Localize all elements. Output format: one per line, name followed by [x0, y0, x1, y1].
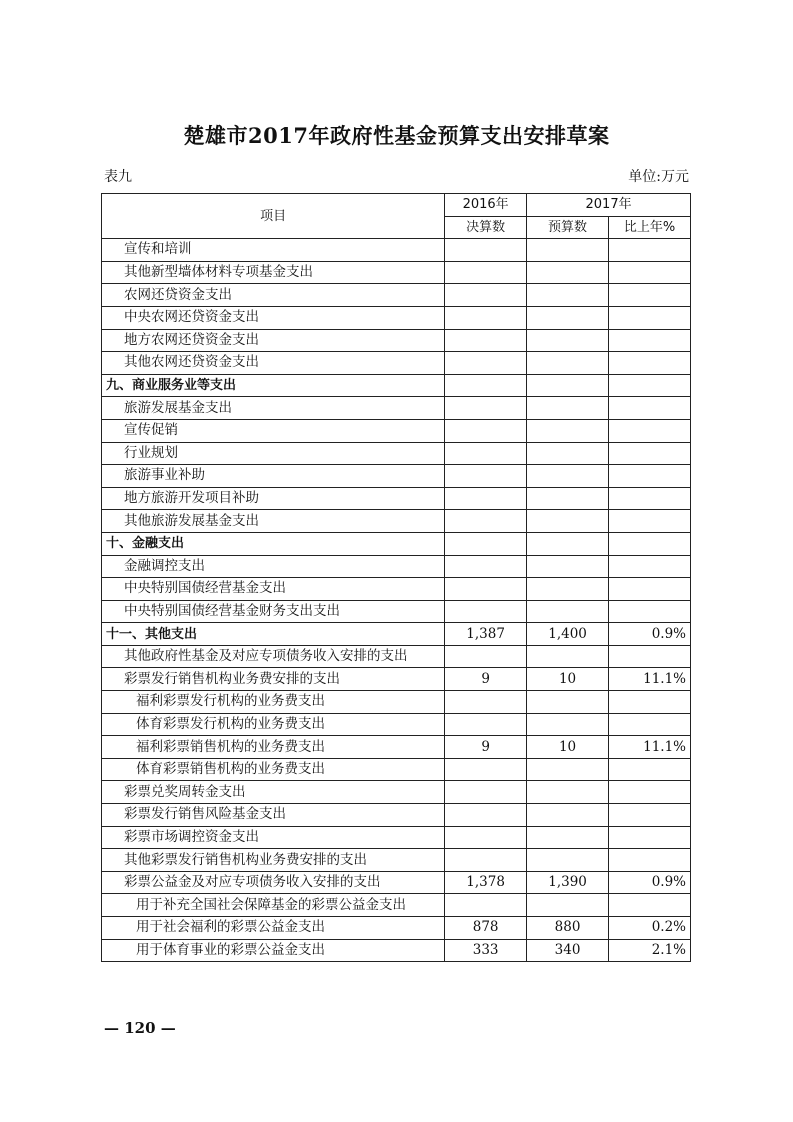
row-name: 中央特别国债经营基金支出: [102, 578, 445, 601]
cell-yoy: [609, 578, 691, 601]
document-title: 楚雄市2017年政府性基金预算支出安排草案: [183, 123, 610, 148]
cell-final-2016: [445, 442, 527, 465]
cell-budget-2017: 10: [527, 736, 609, 759]
cell-budget-2017: [527, 578, 609, 601]
cell-budget-2017: [527, 465, 609, 488]
table-header-row: [102, 194, 691, 217]
table-row: [102, 578, 691, 601]
cell-final-2016: [445, 555, 527, 578]
cell-final-2016: [445, 691, 527, 714]
cell-budget-2017: [527, 510, 609, 533]
cell-final-2016: [445, 849, 527, 872]
row-name: 体育彩票发行机构的业务费支出: [102, 713, 445, 736]
cell-yoy: [609, 645, 691, 668]
table-row: [102, 645, 691, 668]
table-row: [102, 939, 691, 962]
cell-budget-2017: [527, 487, 609, 510]
row-name: 体育彩票销售机构的业务费支出: [102, 758, 445, 781]
header-yoy: 比上年%: [609, 216, 691, 239]
cell-final-2016: [445, 600, 527, 623]
cell-budget-2017: [527, 352, 609, 375]
cell-yoy: 2.1%: [609, 939, 691, 962]
cell-yoy: [609, 781, 691, 804]
cell-yoy: [609, 758, 691, 781]
table-row: [102, 374, 691, 397]
cell-final-2016: [445, 510, 527, 533]
cell-budget-2017: [527, 894, 609, 917]
cell-yoy: 11.1%: [609, 668, 691, 691]
table-row: [102, 329, 691, 352]
table-row: [102, 600, 691, 623]
cell-budget-2017: 1,400: [527, 623, 609, 646]
cell-yoy: 0.2%: [609, 917, 691, 940]
cell-budget-2017: [527, 691, 609, 714]
cell-budget-2017: [527, 306, 609, 329]
cell-budget-2017: [527, 261, 609, 284]
table-row: [102, 713, 691, 736]
header-final-2016: 决算数: [445, 216, 527, 239]
row-name: 彩票公益金及对应专项债务收入安排的支出: [102, 871, 445, 894]
cell-budget-2017: [527, 419, 609, 442]
row-name: 宣传和培训: [102, 239, 445, 262]
cell-yoy: [609, 555, 691, 578]
cell-yoy: 11.1%: [609, 736, 691, 759]
table-row: [102, 487, 691, 510]
cell-yoy: [609, 804, 691, 827]
row-name: 九、商业服务业等支出: [102, 374, 445, 397]
cell-yoy: [609, 691, 691, 714]
cell-final-2016: [445, 578, 527, 601]
cell-yoy: [609, 826, 691, 849]
header-budget-2017: 预算数: [527, 216, 609, 239]
cell-yoy: [609, 713, 691, 736]
cell-yoy: [609, 849, 691, 872]
page-number: — 120 —: [104, 1019, 176, 1037]
table-row: [102, 465, 691, 488]
row-name: 十、金融支出: [102, 532, 445, 555]
cell-yoy: [609, 239, 691, 262]
table-row: [102, 826, 691, 849]
cell-yoy: [609, 894, 691, 917]
cell-yoy: [609, 284, 691, 307]
table-row: [102, 239, 691, 262]
cell-yoy: [609, 532, 691, 555]
table-body: [102, 239, 691, 962]
row-name: 十一、其他支出: [102, 623, 445, 646]
cell-yoy: [609, 352, 691, 375]
row-name: 其他新型墙体材料专项基金支出: [102, 261, 445, 284]
row-name: 福利彩票销售机构的业务费支出: [102, 736, 445, 759]
cell-yoy: 0.9%: [609, 871, 691, 894]
table-row: [102, 871, 691, 894]
cell-budget-2017: [527, 555, 609, 578]
cell-final-2016: 1,378: [445, 871, 527, 894]
table-row: [102, 781, 691, 804]
cell-yoy: [609, 397, 691, 420]
table-row: [102, 623, 691, 646]
row-name: 其他彩票发行销售机构业务费安排的支出: [102, 849, 445, 872]
header-year-2016: 2016年: [445, 194, 527, 217]
cell-yoy: [609, 419, 691, 442]
table-row: [102, 442, 691, 465]
cell-final-2016: 9: [445, 736, 527, 759]
row-name: 宣传促销: [102, 419, 445, 442]
cell-budget-2017: [527, 758, 609, 781]
table-row: [102, 917, 691, 940]
row-name: 农网还贷资金支出: [102, 284, 445, 307]
cell-budget-2017: [527, 645, 609, 668]
cell-budget-2017: [527, 329, 609, 352]
row-name: 中央农网还贷资金支出: [102, 306, 445, 329]
budget-table: [101, 193, 691, 962]
cell-yoy: [609, 487, 691, 510]
cell-budget-2017: [527, 781, 609, 804]
cell-final-2016: [445, 419, 527, 442]
row-name: 地方农网还贷资金支出: [102, 329, 445, 352]
cell-budget-2017: [527, 442, 609, 465]
cell-budget-2017: [527, 600, 609, 623]
table-row: [102, 419, 691, 442]
table-row: [102, 758, 691, 781]
row-name: 金融调控支出: [102, 555, 445, 578]
cell-yoy: 0.9%: [609, 623, 691, 646]
cell-final-2016: 333: [445, 939, 527, 962]
cell-final-2016: [445, 284, 527, 307]
row-name: 彩票发行销售机构业务费安排的支出: [102, 668, 445, 691]
table-row: [102, 306, 691, 329]
table-row: [102, 691, 691, 714]
cell-budget-2017: 880: [527, 917, 609, 940]
cell-yoy: [609, 465, 691, 488]
cell-final-2016: [445, 781, 527, 804]
cell-final-2016: [445, 804, 527, 827]
cell-budget-2017: [527, 804, 609, 827]
table-row: [102, 804, 691, 827]
table-row: [102, 555, 691, 578]
row-name: 地方旅游开发项目补助: [102, 487, 445, 510]
row-name: 旅游事业补助: [102, 465, 445, 488]
cell-final-2016: [445, 487, 527, 510]
cell-final-2016: [445, 239, 527, 262]
row-name: 用于体育事业的彩票公益金支出: [102, 939, 445, 962]
cell-final-2016: 9: [445, 668, 527, 691]
cell-budget-2017: [527, 532, 609, 555]
header-item: 项目: [102, 194, 445, 239]
cell-yoy: [609, 261, 691, 284]
row-name: 行业规划: [102, 442, 445, 465]
cell-final-2016: [445, 261, 527, 284]
row-name: 中央特别国债经营基金财务支出支出: [102, 600, 445, 623]
row-name: 用于补充全国社会保障基金的彩票公益金支出: [102, 894, 445, 917]
cell-final-2016: [445, 374, 527, 397]
cell-budget-2017: [527, 713, 609, 736]
cell-final-2016: 878: [445, 917, 527, 940]
cell-final-2016: 1,387: [445, 623, 527, 646]
table-row: [102, 397, 691, 420]
row-name: 彩票兑奖周转金支出: [102, 781, 445, 804]
row-name: 旅游发展基金支出: [102, 397, 445, 420]
table-number: 表九: [104, 169, 132, 185]
unit-label: 单位:万元: [628, 169, 689, 185]
table-row: [102, 849, 691, 872]
cell-final-2016: [445, 713, 527, 736]
cell-budget-2017: 340: [527, 939, 609, 962]
cell-final-2016: [445, 465, 527, 488]
cell-budget-2017: [527, 374, 609, 397]
cell-yoy: [609, 306, 691, 329]
cell-final-2016: [445, 329, 527, 352]
table-row: [102, 736, 691, 759]
table-row: [102, 668, 691, 691]
cell-final-2016: [445, 826, 527, 849]
cell-budget-2017: [527, 849, 609, 872]
row-name: 其他政府性基金及对应专项债务收入安排的支出: [102, 645, 445, 668]
header-year-2017: 2017年: [527, 194, 691, 217]
cell-budget-2017: [527, 239, 609, 262]
table-row: [102, 894, 691, 917]
row-name: 其他农网还贷资金支出: [102, 352, 445, 375]
cell-budget-2017: [527, 826, 609, 849]
table-row: [102, 532, 691, 555]
cell-yoy: [609, 600, 691, 623]
row-name: 用于社会福利的彩票公益金支出: [102, 917, 445, 940]
cell-budget-2017: 10: [527, 668, 609, 691]
cell-final-2016: [445, 397, 527, 420]
cell-budget-2017: [527, 397, 609, 420]
row-name: 福利彩票发行机构的业务费支出: [102, 691, 445, 714]
cell-yoy: [609, 510, 691, 533]
cell-final-2016: [445, 352, 527, 375]
table-row: [102, 261, 691, 284]
cell-budget-2017: [527, 284, 609, 307]
cell-final-2016: [445, 306, 527, 329]
cell-final-2016: [445, 645, 527, 668]
row-name: 彩票发行销售风险基金支出: [102, 804, 445, 827]
cell-final-2016: [445, 532, 527, 555]
cell-budget-2017: 1,390: [527, 871, 609, 894]
cell-yoy: [609, 442, 691, 465]
row-name: 其他旅游发展基金支出: [102, 510, 445, 533]
cell-yoy: [609, 374, 691, 397]
table-row: [102, 352, 691, 375]
cell-final-2016: [445, 894, 527, 917]
table-row: [102, 284, 691, 307]
cell-yoy: [609, 329, 691, 352]
cell-final-2016: [445, 758, 527, 781]
table-row: [102, 510, 691, 533]
row-name: 彩票市场调控资金支出: [102, 826, 445, 849]
